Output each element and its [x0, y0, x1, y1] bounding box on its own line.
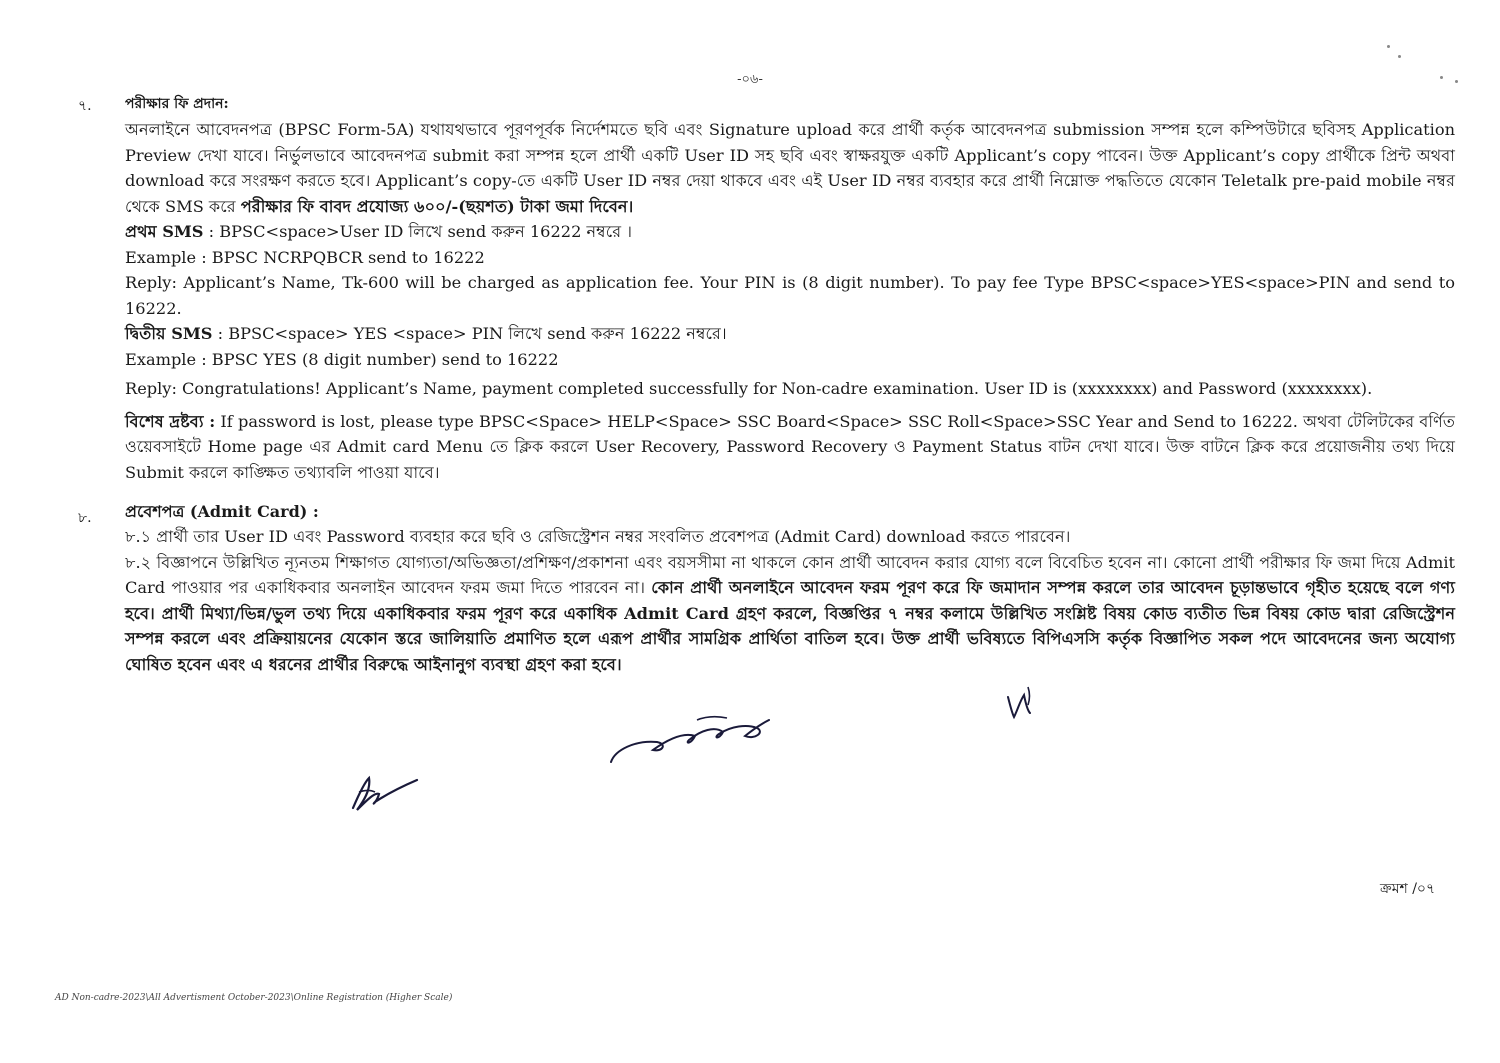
- page-number: -০৬-: [737, 72, 763, 87]
- reply-2: Reply: Congratulations! Applicant’s Name, payment completed successfully for Non-cadre examination. User ID is (xxxxxxxx) and Password (xxxxxxxx).: [125, 379, 1373, 398]
- example-1: Example : BPSC NCRPQBCR send to 16222: [125, 247, 485, 267]
- example-2: Example : BPSC YES (8 digit number) send to 16222: [125, 349, 559, 369]
- first-sms-line: [125, 219, 1455, 245]
- signature-2: [605, 710, 775, 770]
- scan-speck: [1440, 76, 1443, 79]
- section-heading: প্রবেশপত্র (Admit Card) :: [125, 502, 319, 521]
- reply-1: Reply: Applicant’s Name, Tk-600 will be charged as application fee. Your PIN is (8 digit number). To pay fee Type BPSC<space>YES<space>PIN and send to 16222.: [125, 273, 1455, 318]
- first-sms-label: প্রথম SMS: [125, 222, 204, 241]
- admit-card-item-2: [125, 550, 1455, 678]
- admit-card-item-1: ৮.১ প্রার্থী তার User ID এবং Password ব্যবহার করে ছবি ও রেজিস্ট্রেশন নম্বর সংবলিত প্রবেশপত্র (Admit Card) download করতে পারবেন।: [125, 527, 1071, 546]
- footer-file-path: AD Non-cadre-2023\All Advertisment October-2023\Online Registration (Higher Scale): [55, 993, 453, 1003]
- scan-speck: [1398, 55, 1401, 58]
- signature-1: [345, 772, 425, 817]
- admit-card-item-2-text: ৮.২ বিজ্ঞাপনে উল্লিখিত ন্যূনতম শিক্ষাগত যোগ্যতা/অভিজ্ঞতা/প্রশিক্ষণ/প্রকাশনা এবং বয়সসীমা না থাকলে কোন প্রার্থী আবেদন করার যোগ্য বলে বিবেচিত হবেন না। কোনো প্রার্থী পরীক্ষার ফি জমা দিয়ে Admit Card পাওয়ার পর একাধিকবার অনলাইন আবেদন ফরম জমা দিতে পারবেন না।: [125, 552, 1455, 597]
- admit-card-item-2-bold-text: কোন প্রার্থী অনলাইনে আবেদন ফরম পূরণ করে ফি জমাদান সম্পন্ন করলে তার আবেদন চূড়ান্তভাবে গৃহীত হয়েছে বলে গণ্য হবে। প্রার্থী মিথ্যা/ভিন্ন/ভুল তথ্য দিয়ে একাধিকবার ফরম পূরণ করে একাধিক Admit Card গ্রহণ করলে, বিজ্ঞপ্তির ৭ নম্বর কলামে উল্লিখিত সংশ্লিষ্ট বিষয় কোড ব্যতীত ভিন্ন বিষয় কোড দ্বারা রেজিস্ট্রেশন সম্পন্ন করলে এবং প্রক্রিয়ায়নের যেকোন স্তরে জালিয়াতি প্রমাণিত হলে এরূপ প্রার্থীর সামগ্রিক প্রার্থিতা বাতিল হবে। উক্ত প্রার্থী ভবিষ্যতে বিপিএসসি কর্তৃক বিজ্ঞাপিত সকল পদে আবেদনের জন্য অযোগ্য ঘোষিত হবেন এবং এ ধরনের প্রার্থীর বিরুদ্ধে আইনানুগ ব্যবস্থা গ্রহণ করা হবে।: [125, 578, 1455, 674]
- signature-3: [1000, 683, 1040, 723]
- second-sms-label: দ্বিতীয় SMS: [125, 324, 213, 343]
- second-sms-text: : BPSC<space> YES <space> PIN লিখে send করুন 16222 নম্বরে।: [212, 324, 727, 343]
- second-sms-line: [125, 321, 1455, 347]
- section-heading: পরীক্ষার ফি প্রদান:: [125, 96, 229, 112]
- section-number: ৭.: [78, 98, 92, 114]
- continued-marker: ক্রমশ /০৭: [1380, 881, 1436, 897]
- fee-instructions-paragraph: [125, 117, 1455, 219]
- special-note-label: বিশেষ দ্রষ্টব্য :: [125, 411, 216, 431]
- section-number: ৮.: [78, 510, 92, 526]
- fee-instructions-text: অনলাইনে আবেদনপত্র (BPSC Form-5A) যথাযথভাবে পূরণপূর্বক নির্দেশমতে ছবি এবং Signature upload করে প্রার্থী কর্তৃক আবেদনপত্র submission সম্পন্ন হলে কম্পিউটারে ছবিসহ Application Preview দেখা যাবে। নির্ভুলভাবে আবেদনপত্র submit করা সম্পন্ন হলে প্রার্থী একটি User ID সহ ছবি এবং স্বাক্ষরযুক্ত একটি Applicant’s copy পাবেন। উক্ত Applicant’s copy প্রার্থীকে প্রিন্ট অথবা download করে সংরক্ষণ করতে হবে। Applicant’s copy-তে একটি User ID নম্বর দেয়া থাকবে এবং এই User ID নম্বর ব্যবহার করে প্রার্থী নিম্নোক্ত পদ্ধতিতে যেকোন Teletalk pre-paid mobile নম্বর থেকে SMS করে: [125, 120, 1455, 216]
- first-sms-text: : BPSC<space>User ID লিখে send করুন 16222 নম্বরে ।: [203, 222, 633, 241]
- special-note: [125, 409, 1455, 486]
- scan-speck: [1387, 45, 1390, 48]
- fee-amount-text: পরীক্ষার ফি বাবদ প্রযোজ্য ৬০০/-(ছয়শত) টাকা জমা দিবেন।: [240, 196, 634, 216]
- scan-speck: [1455, 80, 1458, 83]
- special-note-text: If password is lost, please type BPSC<Space> HELP<Space> SSC Board<Space> SSC Roll<Space>SSC Year and Send to 16222. অথবা টেলিটকের বর্ণিত ওয়েবসাইটে Home page এর Admit card Menu তে ক্লিক করলে User Recovery, Password Recovery ও Payment Status বাটন দেখা যাবে। উক্ত বাটনে ক্লিক করে প্রয়োজনীয় তথ্য দিয়ে Submit করলে কাঙ্ক্ষিত তথ্যাবলি পাওয়া যাবে।: [125, 411, 1455, 482]
